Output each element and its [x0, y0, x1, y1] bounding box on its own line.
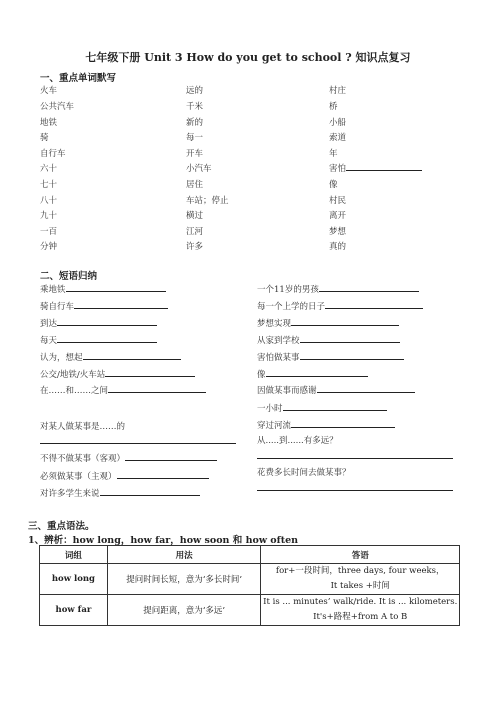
- section2-heading: 二、短语归纳: [40, 271, 98, 282]
- answer-blank[interactable]: [117, 470, 209, 479]
- word-item: 骑: [40, 133, 49, 143]
- grammar-table: [39, 545, 460, 626]
- section1-heading: 一、重点单词默写: [40, 73, 117, 84]
- word-item: 自行车: [40, 149, 66, 159]
- answer-line-2: It takes +时间: [330, 581, 390, 591]
- answer-blank[interactable]: [66, 283, 166, 292]
- answer-blank[interactable]: [105, 368, 195, 377]
- word-item-with-blank: [329, 162, 422, 174]
- word-item: 梦想: [329, 227, 347, 237]
- phrase-label: 必须做某事（主观）: [40, 472, 117, 482]
- word-item: 村庄: [329, 86, 347, 96]
- phrase-item: [40, 384, 206, 396]
- phrase-label: 乘地铁: [40, 285, 66, 295]
- section3-subheading: 1、辨析：how long，how far，how soon 和 how often: [28, 535, 299, 546]
- answer-blank[interactable]: [317, 384, 415, 393]
- phrase-item: [40, 300, 168, 312]
- word-item: 七十: [40, 180, 58, 190]
- word-item: 桥: [329, 102, 338, 112]
- answer-line-1: for+一段时间，three days, four weeks，: [275, 566, 445, 576]
- word-item: 小汽车: [186, 164, 212, 174]
- word-item: 千米: [186, 102, 204, 112]
- phrase-item: [40, 368, 195, 380]
- answer-line[interactable]: [257, 458, 453, 459]
- word-item: 八十: [40, 196, 58, 206]
- word-item: 许多: [186, 242, 204, 252]
- answer-cell: [261, 564, 460, 595]
- phrase-item: 对某人做某事是……的: [40, 422, 126, 432]
- answer-blank[interactable]: [100, 487, 200, 496]
- phrase-label: 不得不做某事（客观）: [40, 454, 126, 464]
- answer-blank[interactable]: [125, 452, 217, 461]
- word-item: 真的: [329, 242, 347, 252]
- word-item: 村民: [329, 196, 347, 206]
- word-item: 九十: [40, 211, 58, 221]
- answer-line[interactable]: [257, 490, 453, 491]
- phrase-item: [257, 368, 368, 380]
- phrase-label: 到达: [40, 319, 58, 329]
- word-item: 地铁: [40, 118, 58, 128]
- phrase-label: 在……和……之间: [40, 386, 109, 396]
- phrase-label: 每天: [40, 336, 58, 346]
- phrase-label: 从家到学校: [257, 336, 300, 346]
- answer-blank[interactable]: [291, 419, 395, 428]
- table-row: [40, 564, 460, 595]
- phrase-item: [40, 334, 157, 346]
- phrase-label: 穿过河流: [257, 421, 292, 431]
- word-item: 六十: [40, 164, 58, 174]
- phrase-item: [40, 283, 166, 295]
- phrase-item: [257, 300, 423, 312]
- phrase-item: [257, 402, 387, 414]
- phrase-item: [257, 419, 395, 431]
- phrase-item: [257, 351, 404, 363]
- word-item: 分钟: [40, 242, 58, 252]
- word-item: 公共汽车: [40, 102, 75, 112]
- phrase-item: [257, 334, 400, 346]
- phrase-cell: how long: [40, 564, 108, 595]
- phrase-item: [257, 384, 415, 396]
- word-item: 火车: [40, 86, 58, 96]
- phrase-label: 一小时: [257, 404, 283, 414]
- answer-blank[interactable]: [319, 283, 419, 292]
- phrase-item: 从.....到......有多远？: [257, 436, 338, 446]
- phrase-item: 花费多长时间去做某事？: [257, 468, 351, 478]
- phrase-cell: how far: [40, 595, 108, 626]
- phrase-label: 认为，想起: [40, 353, 83, 363]
- word-item: 远的: [186, 86, 204, 96]
- phrase-label: 每一个上学的日子: [257, 302, 326, 312]
- answer-blank[interactable]: [346, 162, 422, 171]
- answer-blank[interactable]: [74, 300, 168, 309]
- phrase-item: [257, 283, 419, 295]
- phrase-label: 骑自行车: [40, 302, 75, 312]
- word-item: 居住: [186, 180, 204, 190]
- answer-blank[interactable]: [83, 351, 181, 360]
- answer-blank[interactable]: [57, 334, 157, 343]
- word-item: 江河: [186, 227, 204, 237]
- column-header: 词组: [40, 546, 108, 564]
- section3-heading: 三、重点语法。: [28, 521, 95, 532]
- answer-blank[interactable]: [283, 402, 387, 411]
- answer-line-1: It is ... minutes’ walk/ride. It is ... kilometers.: [263, 597, 458, 607]
- answer-line-2: It's+路程+from A to B: [313, 612, 408, 622]
- word-item: 横过: [186, 211, 204, 221]
- phrase-item: [40, 470, 209, 482]
- phrase-label: 像: [257, 370, 266, 380]
- word-label: 害怕: [329, 164, 347, 174]
- column-header: 用法: [107, 546, 261, 564]
- word-item: 离开: [329, 211, 347, 221]
- answer-blank[interactable]: [57, 317, 157, 326]
- table-header-row: [40, 546, 460, 564]
- word-item: 像: [329, 180, 338, 190]
- usage-cell: 提问距离，意为‘多远’: [107, 595, 261, 626]
- table-row: [40, 595, 460, 626]
- phrase-label: 一个11岁的男孩: [257, 285, 319, 295]
- word-item: 一百: [40, 227, 58, 237]
- phrase-item: [40, 452, 217, 464]
- phrase-label: 对许多学生来说: [40, 489, 100, 499]
- word-item: 索道: [329, 133, 347, 143]
- phrase-item: [40, 487, 200, 499]
- word-item: 年: [329, 149, 338, 159]
- word-item: 小船: [329, 118, 347, 128]
- page-title: 七年级下册 Unit 3 How do you get to school ? 知识点复习: [85, 51, 411, 64]
- column-header: 答语: [261, 546, 460, 564]
- phrase-item: [40, 351, 181, 363]
- phrase-item: [257, 317, 399, 329]
- word-item: 开车: [186, 149, 204, 159]
- answer-blank[interactable]: [108, 384, 206, 393]
- answer-blank[interactable]: [266, 368, 368, 377]
- usage-cell: 提问时间长短，意为‘多长时间’: [107, 564, 261, 595]
- answer-cell: [261, 595, 460, 626]
- phrase-label: 因做某事而感谢: [257, 386, 317, 396]
- answer-line[interactable]: [40, 443, 236, 444]
- phrase-label: 公交/地铁/火车站: [40, 370, 106, 380]
- answer-blank[interactable]: [325, 300, 423, 309]
- word-item: 车站；停止: [186, 196, 229, 206]
- phrase-item: [40, 317, 157, 329]
- answer-blank[interactable]: [300, 334, 400, 343]
- phrase-label: 梦想实现: [257, 319, 292, 329]
- answer-blank[interactable]: [291, 317, 399, 326]
- word-item: 新的: [186, 118, 204, 128]
- word-item: 每一: [186, 133, 204, 143]
- phrase-label: 害怕做某事: [257, 353, 300, 363]
- answer-blank[interactable]: [300, 351, 404, 360]
